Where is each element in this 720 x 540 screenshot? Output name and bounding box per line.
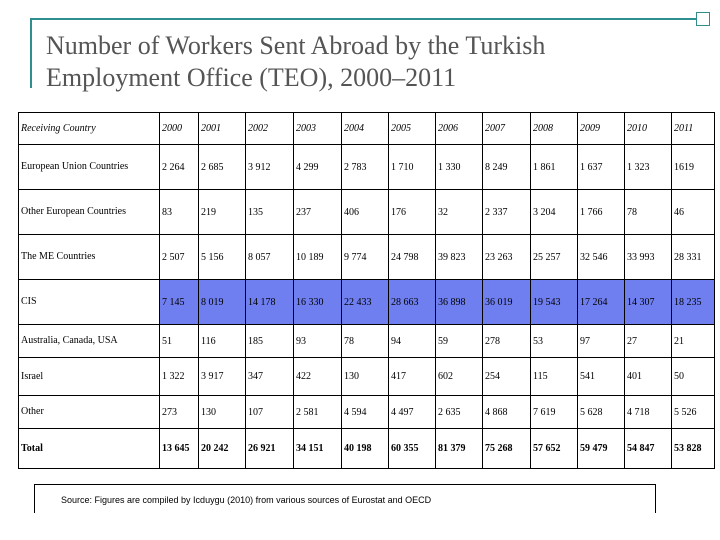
table-cell: 4 299 [294,145,342,190]
table-cell: 22 433 [342,280,389,325]
table-cell: 81 379 [436,429,483,469]
table-row [19,325,715,358]
table-cell: 28 331 [672,235,715,280]
table-cell: 107 [246,396,294,429]
table-cell: 83 [160,190,199,235]
table-cell: 39 823 [436,235,483,280]
table-cell: 1619 [672,145,715,190]
table-cell: 1 637 [578,145,625,190]
table-row [19,358,715,396]
table-row-total [19,429,715,469]
table-cell: 541 [578,358,625,396]
source-note-text: Source: Figures are compiled by Icduygu (2010) from various sources of Eurostat and OECD [61,495,432,505]
table-cell: 28 663 [389,280,436,325]
header-year: 2004 [342,113,389,145]
table-cell: 254 [483,358,531,396]
table-cell: 602 [436,358,483,396]
table-cell: 176 [389,190,436,235]
table-cell: 4 497 [389,396,436,429]
table-cell: 1 710 [389,145,436,190]
row-label: Total [19,429,160,469]
table-cell: 1 861 [531,145,578,190]
table-cell: 23 263 [483,235,531,280]
table-cell: 78 [625,190,672,235]
table-cell: 34 151 [294,429,342,469]
table-cell: 130 [342,358,389,396]
title-frame-left-line [30,18,32,88]
table-cell: 422 [294,358,342,396]
table-cell: 4 594 [342,396,389,429]
table-cell: 14 307 [625,280,672,325]
table-cell: 57 652 [531,429,578,469]
row-label: The ME Countries [19,235,160,280]
table-cell: 24 798 [389,235,436,280]
table-cell: 59 [436,325,483,358]
table-cell: 20 242 [199,429,246,469]
table-cell: 36 898 [436,280,483,325]
header-year: 2005 [389,113,436,145]
table-cell: 116 [199,325,246,358]
table-cell: 50 [672,358,715,396]
table-cell: 1 330 [436,145,483,190]
table-cell: 97 [578,325,625,358]
table-cell: 16 330 [294,280,342,325]
table-row [19,190,715,235]
row-label: CIS [19,280,160,325]
table-cell: 51 [160,325,199,358]
header-year: 2010 [625,113,672,145]
row-label: Other European Countries [19,190,160,235]
table-cell: 219 [199,190,246,235]
table-cell: 32 546 [578,235,625,280]
row-label: Other [19,396,160,429]
table-cell: 25 257 [531,235,578,280]
header-receiving-country: Receiving Country [19,113,160,145]
table-cell: 4 868 [483,396,531,429]
table-cell: 5 526 [672,396,715,429]
table-cell: 2 635 [436,396,483,429]
header-year: 2001 [199,113,246,145]
table-cell: 401 [625,358,672,396]
table-cell: 8 019 [199,280,246,325]
table-cell: 130 [199,396,246,429]
table-cell: 27 [625,325,672,358]
header-year: 2000 [160,113,199,145]
slide-title: Number of Workers Sent Abroad by the Turkish Employment Office (TEO), 2000–2011 [46,31,546,92]
header-year: 2008 [531,113,578,145]
table-cell: 19 543 [531,280,578,325]
header-year: 2003 [294,113,342,145]
source-note-box [34,484,656,513]
table-cell: 8 057 [246,235,294,280]
header-year: 2002 [246,113,294,145]
table-cell: 347 [246,358,294,396]
table-cell: 94 [389,325,436,358]
table-cell: 406 [342,190,389,235]
row-label: Israel [19,358,160,396]
header-year: 2011 [672,113,715,145]
table-cell: 40 198 [342,429,389,469]
table-cell: 26 921 [246,429,294,469]
table-cell: 3 912 [246,145,294,190]
table-cell: 21 [672,325,715,358]
table-cell: 278 [483,325,531,358]
table-cell: 54 847 [625,429,672,469]
table-cell: 60 355 [389,429,436,469]
table-cell: 2 581 [294,396,342,429]
header-year: 2006 [436,113,483,145]
table-cell: 53 [531,325,578,358]
table-cell: 1 766 [578,190,625,235]
table-cell: 3 204 [531,190,578,235]
table-cell: 5 156 [199,235,246,280]
table-cell: 135 [246,190,294,235]
row-label: Australia, Canada, USA [19,325,160,358]
table-cell: 18 235 [672,280,715,325]
header-year: 2009 [578,113,625,145]
table-cell: 75 268 [483,429,531,469]
table-cell: 4 718 [625,396,672,429]
table-cell: 32 [436,190,483,235]
table-row [19,396,715,429]
table-cell: 9 774 [342,235,389,280]
table-cell: 5 628 [578,396,625,429]
table-cell: 417 [389,358,436,396]
table-cell: 10 189 [294,235,342,280]
table-cell: 53 828 [672,429,715,469]
table-cell: 7 619 [531,396,578,429]
table-header-row [19,113,715,145]
table-cell: 115 [531,358,578,396]
table-cell: 8 249 [483,145,531,190]
header-year: 2007 [483,113,531,145]
table-cell: 46 [672,190,715,235]
table-cell: 7 145 [160,280,199,325]
table-cell: 2 507 [160,235,199,280]
table-row [19,235,715,280]
table-cell: 1 323 [625,145,672,190]
table-cell: 2 264 [160,145,199,190]
row-label: European Union Countries [19,145,160,190]
table-cell: 33 993 [625,235,672,280]
table-cell: 237 [294,190,342,235]
title-frame-top-line [30,18,704,20]
table-cell: 2 685 [199,145,246,190]
table-cell: 59 479 [578,429,625,469]
table-cell: 17 264 [578,280,625,325]
table-cell: 2 337 [483,190,531,235]
table-row [19,145,715,190]
table-cell: 273 [160,396,199,429]
table-cell: 93 [294,325,342,358]
table-cell: 78 [342,325,389,358]
table-cell: 3 917 [199,358,246,396]
table-cell: 2 783 [342,145,389,190]
table-cell: 14 178 [246,280,294,325]
table-cell: 13 645 [160,429,199,469]
table-cell: 185 [246,325,294,358]
table-row-highlighted [19,280,715,325]
table-cell: 1 322 [160,358,199,396]
workers-table [18,112,715,469]
table-cell: 36 019 [483,280,531,325]
title-frame-corner-square [696,12,710,26]
